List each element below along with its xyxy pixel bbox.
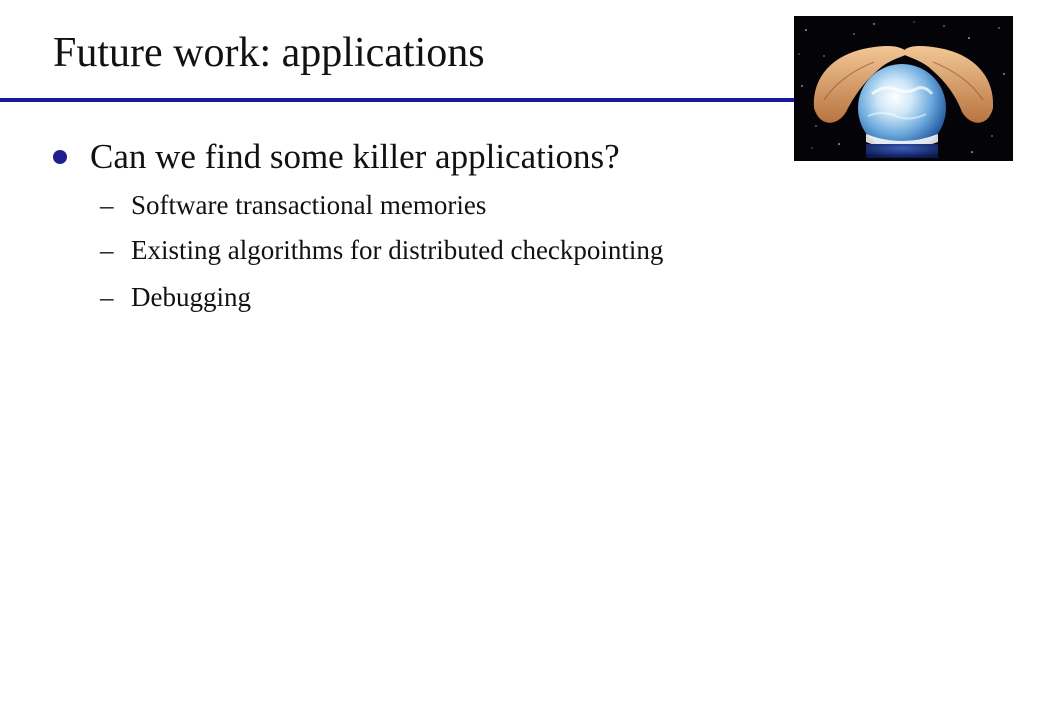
dash-marker: – (100, 282, 114, 312)
sub-item-software-transactional-memories (100, 189, 486, 221)
title-underline (0, 98, 794, 102)
sub-item-checkpointing (100, 234, 663, 266)
crystal-ball-hands-icon (794, 16, 1013, 161)
sub-item-text: Debugging (131, 282, 251, 312)
bullet-dot-icon (53, 150, 67, 164)
sub-item-text: Software transactional memories (131, 190, 487, 220)
bullet-text: Can we find some killer applications? (90, 137, 620, 176)
sub-item-text: Existing algorithms for distributed checkpointing (131, 235, 664, 265)
dash-marker: – (100, 190, 114, 220)
slide-title: Future work: applications (53, 30, 485, 76)
sub-item-debugging (100, 281, 251, 313)
dash-marker: – (100, 235, 114, 265)
bullet-item (53, 136, 620, 178)
